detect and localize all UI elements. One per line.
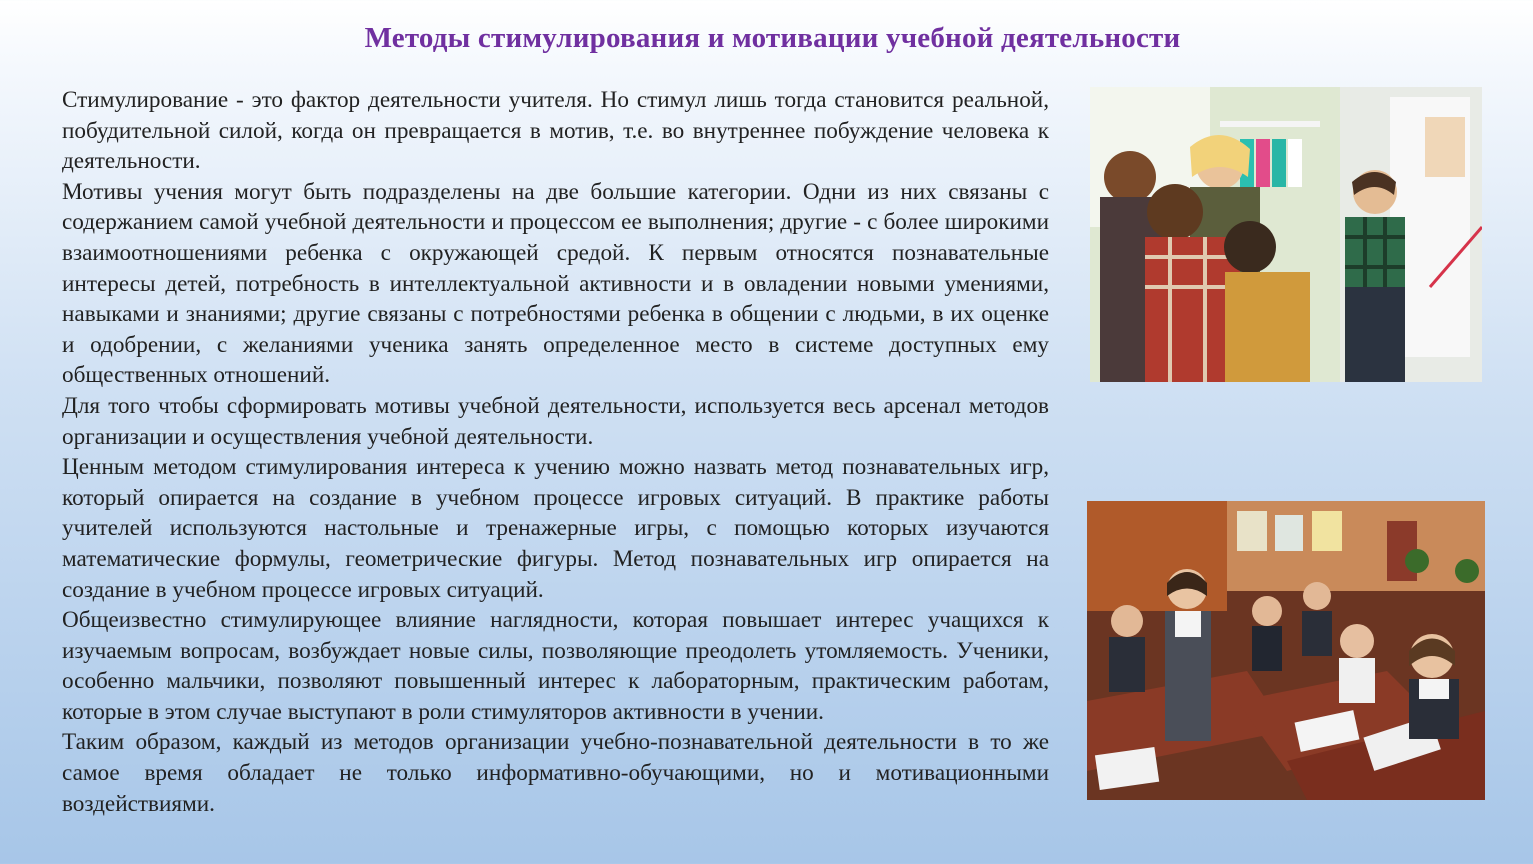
paragraph-motives: Мотивы учения могут быть подразделены на две большие категории. Одни из них связаны с содержанием самой учебной деятельности и процессом ее выполнения; другие - с более широкими взаимоотношениями ребенка с окружающей средой. К первым относятся познавательные интересы детей, потребность в интеллектуальной активности и в овладении новыми умениями, навыками и знаниями; другие связаны с потребностями ребенка в общении с людьми, в их оценке и одобрении, с желаниями ученика занять определенное место в системе доступных ему общественных отношений. xyxy=(62,178,1049,389)
body-text xyxy=(62,85,1049,819)
slide-title: Методы стимулирования и мотивации учебной деятельности xyxy=(364,22,1181,54)
paragraph-stimulation: Стимулирование - это фактор деятельности учителя. Но стимул лишь тогда становится реальной, побудительной силой, когда он превращается в мотив, т.е. во внутреннее побуждение человека к деятельности. xyxy=(62,87,1049,175)
paragraph-games: Ценным методом стимулирования интереса к учению можно назвать метод познавательных игр, который опирается на создание в учебном процессе игровых ситуаций. В практике работы учителей используются настольные и тренажерные игры, с помощью которых изучаются математические формулы, геометрические фигуры. Метод познавательных игр опирается на создание в учебном процессе игровых ситуаций. xyxy=(62,454,1049,603)
paragraph-methods: Для того чтобы сформировать мотивы учебной деятельности, используется весь арсенал методов организации и осуществления учебной деятельности. xyxy=(62,392,1049,450)
photo-classroom-illustration xyxy=(1087,501,1485,800)
photo-classroom xyxy=(1087,501,1485,800)
photo-children-at-board xyxy=(1090,87,1482,382)
photo-children-at-board-illustration xyxy=(1090,87,1482,382)
paragraph-conclusion: Таким образом, каждый из методов организации учебно-познавательной деятельности в то же самое время обладает не только информативно-обучающими, но и мотивационными воздействиями. xyxy=(62,729,1049,817)
paragraph-visual: Общеизвестно стимулирующее влияние наглядности, которая повышает интерес учащихся к изучаемым вопросам, возбуждает новые силы, позволяющие преодолеть утомляемость. Ученики, особенно мальчики, позволяют повышенный интерес к лабораторным, практическим работам, которые в этом случае выступают в роли стимуляторов активности в учении. xyxy=(62,607,1049,725)
